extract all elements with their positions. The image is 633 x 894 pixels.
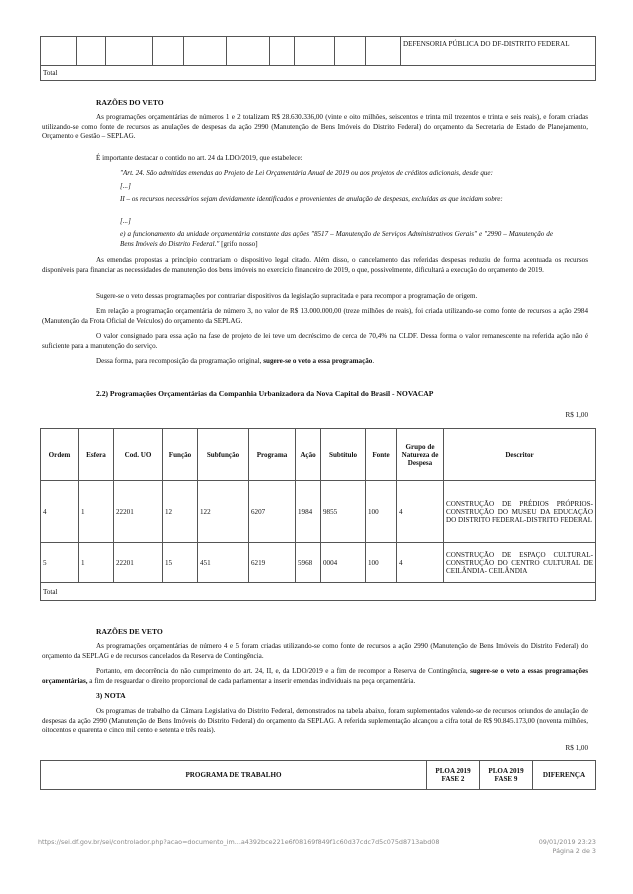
cell-subfuncao: 122 (198, 481, 249, 543)
col-subtitulo: Subtítulo (321, 429, 366, 481)
veto1-p7-end: . (372, 357, 375, 365)
quote-line-1: "Art. 24. São admitidas emendas ao Projeto de Lei Orçamentária Anual de 2019 ou aos projetos de créditos adicionais, desde que: (120, 169, 493, 177)
col-programa: Programa (249, 429, 296, 481)
veto1-paragraph-2: É importante destacar o contido no art. 24 da LDO/2019, que estabelece: (96, 154, 303, 162)
quote-line-5 (120, 230, 553, 249)
veto1-paragraph-5: Em relação a programação orçamentária de número 3, no valor de R$ 13.000.000,00 (treze milhões de reais), foi criada utilizando-se como fonte de recursos a ação 2984 (Manutenção da Frota Oficial de Veículos) do orçamento da SEPLAG. (42, 307, 588, 325)
veto1-paragraph-7 (96, 357, 588, 367)
veto1-p7-bold: sugere-se o veto a essa programação (263, 357, 373, 365)
veto2-p2-text: Portanto, em decorrência do não cumprimento do art. 24, II, e, da LDO/2019 e a fim de recompor a Reserva de Contingência, (96, 667, 471, 675)
col-descritor: Descritor (444, 429, 596, 481)
veto2-heading: RAZÕES DE VETO (96, 627, 163, 636)
col-programa-trabalho: PROGRAMA DE TRABALHO (41, 761, 427, 790)
programa-header-row (41, 761, 596, 790)
cell-descritor: CONSTRUÇÃO DE ESPAÇO CULTURAL-CONSTRUÇÃO DO CENTRO CULTURAL DE CEILÂNDIA- CEILÂNDIA (444, 543, 596, 583)
footer-datetime: 09/01/2019 23:23 (538, 838, 596, 846)
veto2-paragraph-1: As programações orçamentárias de número 4 e 5 foram criadas utilizando-se como fonte de recursos a ação 2990 (Manutenção de Bens Imóveis do Distrito Federal) do orçamento da SEPLAG e de recursos cancelados da Reserva de Contingência. (42, 642, 588, 660)
cell-esfera: 1 (79, 481, 114, 543)
programa-trabalho-table (40, 760, 596, 790)
col-ploa-fase-2: PLOA 2019 FASE 2 (427, 761, 480, 790)
col-grupo-natureza: Grupo de Natureza de Despesa (397, 429, 444, 481)
cell-acao: 1984 (296, 481, 321, 543)
col-fonte: Fonte (366, 429, 397, 481)
veto2-p2-end: a fim de resguardar o direito proporcional de cada parlamentar a inserir emendas individuais na peça orçamentária. (87, 676, 416, 685)
col-acao: Ação (296, 429, 321, 481)
cell-esfera: 1 (79, 543, 114, 583)
veto1-p7-text: Dessa forma, para recomposição da programação original, (96, 357, 264, 365)
section22-heading: 2.2) Programações Orçamentárias da Companhia Urbanizadora da Nova Capital do Brasil - NOVACAP (96, 389, 434, 398)
table-row (41, 543, 596, 583)
nota-paragraph-1: Os programas de trabalho da Câmara Legislativa do Distrito Federal, demonstrados na tabela abaixo, foram suplementados valendo-se de recursos oriundos de anulação de despesas da ação 2990 (Manutenção de Bens Imóveis do Distrito Federal) do orçamento da SEPLAG. A referida suplementação alcançou a cifra total de R$ 90.845.173,00 (noventa milhões, oitocentos e quarenta e cinco mil cento e setenta e três reais). (42, 707, 588, 735)
veto1-paragraph-3: As emendas propostas a princípio contrariam o dispositivo legal citado. Além disso, o cancelamento das referidas despesas reduziu de forma acentuada os recursos disponíveis para financiar as necessidades de manutenção dos bens imóveis no exercício financeiro de 2019, o que, possivelmente, dificultará a execução do orçamento de 2019. (42, 256, 588, 274)
col-ordem: Ordem (41, 429, 79, 481)
veto2-paragraph-2 (42, 667, 588, 686)
quote-line-3: II – os recursos necessários sejam devidamente identificados e provenientes de anulação de despesas, excluídas as que incidam sobre: (120, 195, 503, 203)
veto1-paragraph-6: O valor consignado para essa ação na fase de projeto de lei teve um decréscimo de cerca de 70,4% na CLDF. Dessa forma o valor remanescente na referida ação não é suficiente para a manutenção do serviço. (42, 332, 588, 350)
section22-unit: R$ 1,00 (565, 411, 588, 419)
col-subfuncao: Subfunção (198, 429, 249, 481)
top-table-descriptor: DEFENSORIA PÚBLICA DO DF-DISTRITO FEDERAL (401, 37, 596, 66)
quote-line-2: [...] (120, 182, 131, 190)
col-ploa-fase-9: PLOA 2019 FASE 9 (480, 761, 533, 790)
nota-heading: 3) NOTA (96, 691, 126, 700)
nota-unit: R$ 1,00 (565, 744, 588, 752)
novacap-total: Total (41, 583, 596, 601)
veto2-p2-bold: sugere-se o veto a essas programações orçamentárias, (42, 667, 588, 685)
col-cod-uo: Cod. UO (114, 429, 163, 481)
quote-line-5-text: e) a funcionamento da unidade orçamentária constante das ações "8517 – Manutenção de Serviços Administrativos Gerais" e "2990 – Manutenção de Bens Imóveis do Distrito Federal." (120, 230, 553, 248)
cell-cod-uo: 22201 (114, 543, 163, 583)
table-row (41, 481, 596, 543)
novacap-table (40, 428, 596, 601)
col-esfera: Esfera (79, 429, 114, 481)
veto1-heading: RAZÕES DO VETO (96, 98, 164, 107)
top-table-total: Total (41, 66, 596, 81)
cell-funcao: 12 (163, 481, 198, 543)
cell-ordem: 5 (41, 543, 79, 583)
cell-funcao: 15 (163, 543, 198, 583)
footer-url: https://sei.df.gov.br/sei/controlador.php?acao=documento_im...a4392bce221e6f08169f849f1c60d37cdc7d5c075d8713abd08 (38, 838, 440, 846)
cell-grupo: 4 (397, 481, 444, 543)
cell-ordem: 4 (41, 481, 79, 543)
cell-subtitulo: 0004 (321, 543, 366, 583)
cell-subfuncao: 451 (198, 543, 249, 583)
footer-page: Página 2 de 3 (552, 847, 596, 855)
cell-programa: 6219 (249, 543, 296, 583)
veto1-paragraph-4: Sugere-se o veto dessas programações por contrariar dispositivos da legislação supracitada e para recompor a programação de origem. (96, 292, 478, 300)
cell-grupo: 4 (397, 543, 444, 583)
cell-subtitulo: 9855 (321, 481, 366, 543)
cell-acao: 5968 (296, 543, 321, 583)
cell-programa: 6207 (249, 481, 296, 543)
cell-descritor: CONSTRUÇÃO DE PRÉDIOS PRÓPRIOS-CONSTRUÇÃO DO MUSEU DA EDUCAÇÃO DO DISTRITO FEDERAL-DISTRITO FEDERAL (444, 481, 596, 543)
top-continuation-table (40, 36, 596, 81)
cell-fonte: 100 (366, 543, 397, 583)
quote-line-5-suffix: [grifo nosso] (219, 239, 258, 248)
quote-line-4: [...] (120, 217, 131, 225)
cell-cod-uo: 22201 (114, 481, 163, 543)
col-funcao: Função (163, 429, 198, 481)
cell-fonte: 100 (366, 481, 397, 543)
veto1-paragraph-1: As programações orçamentárias de números 1 e 2 totalizam R$ 28.630.336,00 (vinte e oito milhões, seiscentos e trinta mil trezentos e trinta e seis reais), e foram criadas utilizando-se como fonte de recursos as anulações de despesas da ação 2990 (Manutenção de Bens Imóveis do Distrito Federal) do orçamento da Secretaria de Estado de Planejamento, Orçamento e Gestão – SEPLAG. (42, 113, 588, 141)
col-diferenca: DIFERENÇA (533, 761, 596, 790)
novacap-header-row (41, 429, 596, 481)
